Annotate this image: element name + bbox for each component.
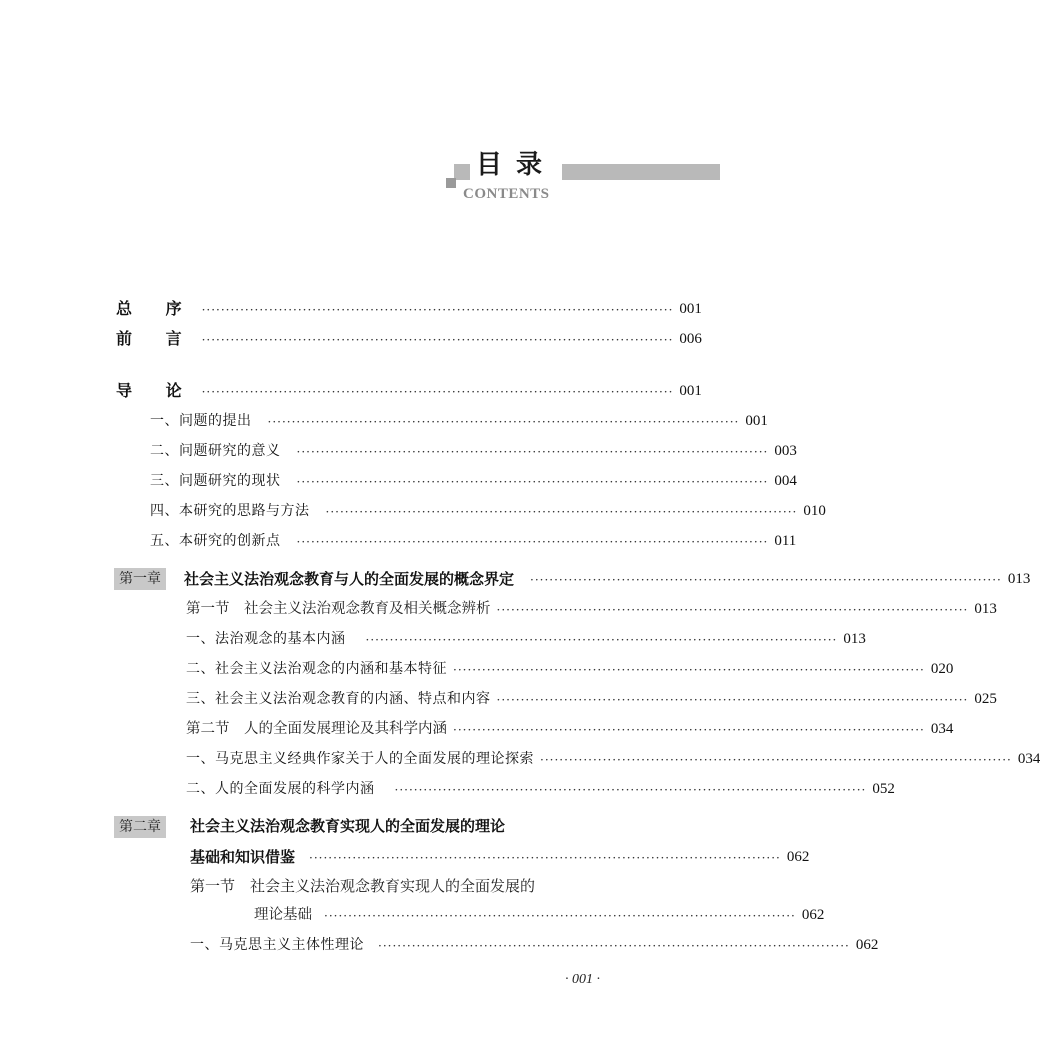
header-bar-accent <box>446 178 456 188</box>
toc-entry-label: 一、马克思主义经典作家关于人的全面发展的理论探索 <box>186 751 534 767</box>
toc-entry-daolun-2[interactable] <box>150 440 797 462</box>
toc-entry-ch1-item1[interactable] <box>186 628 866 650</box>
toc-entry-page: 004 <box>774 473 797 489</box>
toc-entry-page: 013 <box>1007 571 1031 587</box>
toc-entry-zongxu[interactable] <box>116 298 702 320</box>
page-subtitle: CONTENTS <box>463 186 550 202</box>
dot-leader: ·································································································· <box>267 415 740 429</box>
chapter-tag-2: 第二章 <box>114 816 166 838</box>
dot-leader: ·································································································· <box>296 535 769 549</box>
toc-entry-chapter-2[interactable] <box>190 846 810 868</box>
dot-leader: ·································································································· <box>201 333 674 347</box>
dot-leader: ·································································································· <box>453 663 925 677</box>
toc-entry-page: 025 <box>974 691 997 707</box>
toc-entry-page: 001 <box>679 301 702 317</box>
toc-entry-label: 第二节 人的全面发展理论及其科学内涵 <box>186 721 447 737</box>
dot-leader: ·································································································· <box>496 603 969 617</box>
toc-entry-ch2-item1[interactable] <box>190 934 879 956</box>
toc-entry-label: 一、马克思主义主体性理论 <box>190 937 364 953</box>
toc-entry-page: 034 <box>1017 751 1040 767</box>
dot-leader: ·································································································· <box>201 385 674 399</box>
toc-entry-daolun-4[interactable] <box>150 500 826 522</box>
toc-entry-label: 三、社会主义法治观念教育的内涵、特点和内容 <box>186 691 491 707</box>
toc-entry-ch1-item5[interactable] <box>186 778 895 800</box>
toc-entry-daolun-5[interactable] <box>150 530 797 552</box>
toc-entry-label: 二、社会主义法治观念的内涵和基本特征 <box>186 661 447 677</box>
dot-leader: ·································································································· <box>453 723 925 737</box>
toc-entry-label: 导 论 <box>116 381 196 400</box>
dot-leader: ·································································································· <box>296 475 769 489</box>
toc-entry-page: 011 <box>774 533 797 549</box>
toc-entry-page: 062 <box>855 937 879 953</box>
toc-entry-label: 二、人的全面发展的科学内涵 <box>186 781 375 797</box>
toc-entry-qianyan[interactable] <box>116 328 702 350</box>
dot-leader: ·································································································· <box>365 633 838 647</box>
page-number: · 001 · <box>565 972 600 987</box>
toc-entry-page: 010 <box>803 503 826 519</box>
toc-entry-page: 003 <box>774 443 797 459</box>
dot-leader: ·································································································· <box>201 303 674 317</box>
contents-header <box>0 148 720 218</box>
toc-entry-ch1-sec1[interactable] <box>186 598 997 620</box>
ch2-sec1-title-line1[interactable]: 第一节 社会主义法治观念教育实现人的全面发展的 <box>190 877 536 895</box>
toc-entry-page: 034 <box>930 721 954 737</box>
toc-entry-label: 第一节 社会主义法治观念教育及相关概念辨析 <box>186 601 491 617</box>
toc-entry-ch1-item3[interactable] <box>186 688 997 710</box>
dot-leader: ·································································································· <box>324 909 796 923</box>
toc-entry-label: 基础和知识借鉴 <box>190 848 296 866</box>
toc-entry-label: 二、问题研究的意义 <box>150 443 281 459</box>
chapter-tag-1: 第一章 <box>114 568 166 590</box>
dot-leader: ·································································································· <box>309 851 781 865</box>
toc-entry-ch1-sec2[interactable] <box>186 718 954 740</box>
toc-entry-page: 013 <box>843 631 866 647</box>
toc-entry-page: 062 <box>801 907 825 923</box>
toc-entry-label: 前 言 <box>116 329 196 348</box>
dot-leader: ·································································································· <box>540 753 1012 767</box>
toc-entry-page: 001 <box>679 383 702 399</box>
toc-entry-label: 四、本研究的思路与方法 <box>150 503 310 519</box>
toc-entry-ch1-item2[interactable] <box>186 658 954 680</box>
toc-entry-daolun-1[interactable] <box>150 410 768 432</box>
toc-entry-page: 013 <box>974 601 997 617</box>
toc-entry-ch1-item4[interactable] <box>186 748 1040 770</box>
dot-leader: ·································································································· <box>296 445 769 459</box>
toc-entry-page: 020 <box>930 661 954 677</box>
toc-entry-chapter-1[interactable] <box>184 568 1031 590</box>
toc-entry-label: 总 序 <box>116 299 196 318</box>
toc-entry-label: 社会主义法治观念教育与人的全面发展的概念界定 <box>184 570 515 588</box>
toc-entry-label: 五、本研究的创新点 <box>150 533 281 549</box>
dot-leader: ·································································································· <box>325 505 798 519</box>
toc-entry-page: 001 <box>745 413 768 429</box>
toc-entry-label: 一、问题的提出 <box>150 413 252 429</box>
toc-entry-page: 062 <box>786 849 810 865</box>
dot-leader: ·································································································· <box>378 939 850 953</box>
chapter-2-title-line1[interactable]: 社会主义法治观念教育实现人的全面发展的理论 <box>190 817 506 835</box>
toc-entry-daolun-3[interactable] <box>150 470 797 492</box>
toc-entry-page: 006 <box>679 331 702 347</box>
toc-entry-daolun[interactable] <box>116 380 702 402</box>
page-title: 目录 <box>470 150 562 180</box>
toc-entry-page: 052 <box>872 781 895 797</box>
toc-entry-ch2-sec1[interactable] <box>254 904 825 926</box>
toc-entry-label: 一、法治观念的基本内涵 <box>186 631 346 647</box>
dot-leader: ·································································································· <box>496 693 969 707</box>
dot-leader: ·································································································· <box>394 783 867 797</box>
toc-entry-label: 理论基础 <box>254 907 312 923</box>
toc-entry-label: 三、问题研究的现状 <box>150 473 281 489</box>
dot-leader: ·································································································· <box>530 573 1002 587</box>
